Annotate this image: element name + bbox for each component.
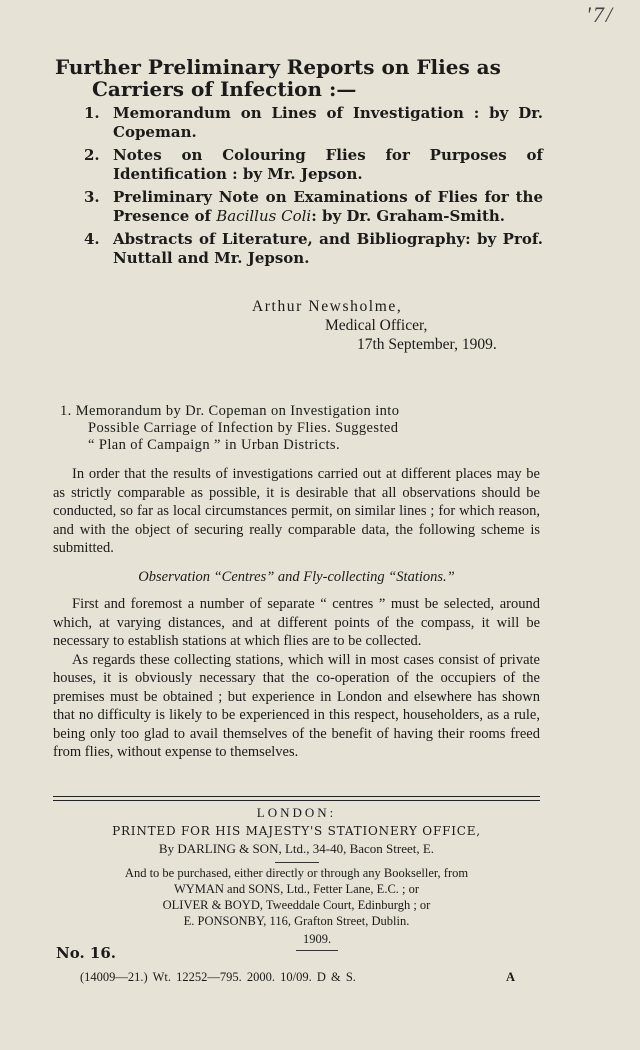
contents-number: 2. [84, 146, 100, 164]
signature-block [252, 297, 552, 354]
corner-page-mark: '7/ [586, 2, 614, 27]
imprint-printed: PRINTED FOR HIS MAJESTY'S STATIONERY OFFICE, [112, 824, 481, 838]
paragraph-2: First and foremost a number of separate “ centres ” must be selected, around which, at varying distances, and at different points of the compass, it will be necessary to establish stations at which flies are to be collected. [53, 596, 540, 649]
double-rule-bottom [53, 800, 540, 801]
section-heading [60, 403, 540, 454]
section-heading-line-2: Possible Carriage of Infection by Flies. Suggested [88, 420, 399, 436]
imprint-purchase-1: And to be purchased, either directly or through any Bookseller, from [124, 866, 469, 880]
imprint-divider [275, 862, 319, 863]
imprint-london: LONDON: [256, 805, 337, 820]
contents-italic-term: Bacillus Coli [216, 207, 312, 225]
body-text [53, 465, 540, 762]
imprint-block [53, 804, 540, 929]
imprint-purchase-3: OLIVER & BOYD, Tweeddale Court, Edinburgh ; or [162, 898, 431, 912]
signature-role: Medical Officer, [325, 317, 428, 334]
contents-text-suffix: : by Dr. Graham-Smith. [311, 207, 505, 225]
contents-item-3 [84, 188, 543, 226]
contents-number: 1. [84, 104, 100, 122]
signature-date: 17th September, 1909. [357, 336, 497, 353]
section-heading-line-3: “ Plan of Campaign ” in Urban Districts. [88, 437, 340, 453]
paragraph-1: In order that the results of investigations carried out at different places may be as strictly comparable as possible, it is desirable that all observations should be conducted, so far as local circumstances permit, on similar lines ; for which reason, and with the object of securing really comparable data, the following scheme is submitted. [53, 466, 540, 556]
print-code: (14009—21.) Wt. 12252—795. 2000. 10/09. D & S. [80, 970, 356, 984]
year-divider [296, 950, 338, 951]
report-number: No. 16. [56, 944, 116, 962]
contents-text: Notes on Colouring Flies for Purposes of Identification : by Mr. Jepson. [113, 146, 543, 183]
contents-number: 4. [84, 230, 100, 248]
imprint-purchase-2: WYMAN and SONS, Ltd., Fetter Lane, E.C. ; or [173, 882, 420, 896]
contents-list [84, 104, 543, 272]
contents-item-4 [84, 230, 543, 268]
title-line-2: Carriers of Infection :— [92, 77, 357, 101]
print-code-letter: A [506, 970, 516, 984]
contents-item-1 [84, 104, 543, 142]
paragraph-3: As regards these collecting stations, which will in most cases consist of private houses, it is obviously necessary that the co-operation of the occupiers of the premises must be obtained ; but experience in London and elsewhere has shown that no difficulty is likely to be experienced in this respect, householders, as a rule, being only too glad to avail themselves of the benefit of having their rooms freed from flies, without expense to themselves. [53, 651, 540, 760]
double-rule-top [53, 796, 540, 797]
contents-text: Preliminary Note on Examinations of Flies for the Presence of [113, 188, 543, 225]
imprint-purchase-4: E. PONSONBY, 116, Grafton Street, Dublin. [183, 914, 410, 928]
imprint-printer: By DARLING & SON, Ltd., 34-40, Bacon Street, E. [158, 841, 435, 856]
contents-text: Memorandum on Lines of Investigation : by Dr. Copeman. [113, 104, 543, 141]
contents-text: Abstracts of Literature, and Bibliography: by Prof. Nuttall and Mr. Jepson. [113, 230, 543, 267]
publication-year: 1909. [303, 932, 332, 946]
signature-name: Arthur Newsholme, [252, 298, 403, 315]
document-title [55, 56, 545, 100]
section-heading-line-1: 1. Memorandum by Dr. Copeman on Investigation into [60, 403, 400, 419]
title-line-1: Further Preliminary Reports on Flies as [55, 55, 501, 79]
contents-item-2 [84, 146, 543, 184]
contents-number: 3. [84, 188, 100, 206]
subheading: Observation “Centres” and Fly-collecting “Stations.” [138, 568, 455, 585]
